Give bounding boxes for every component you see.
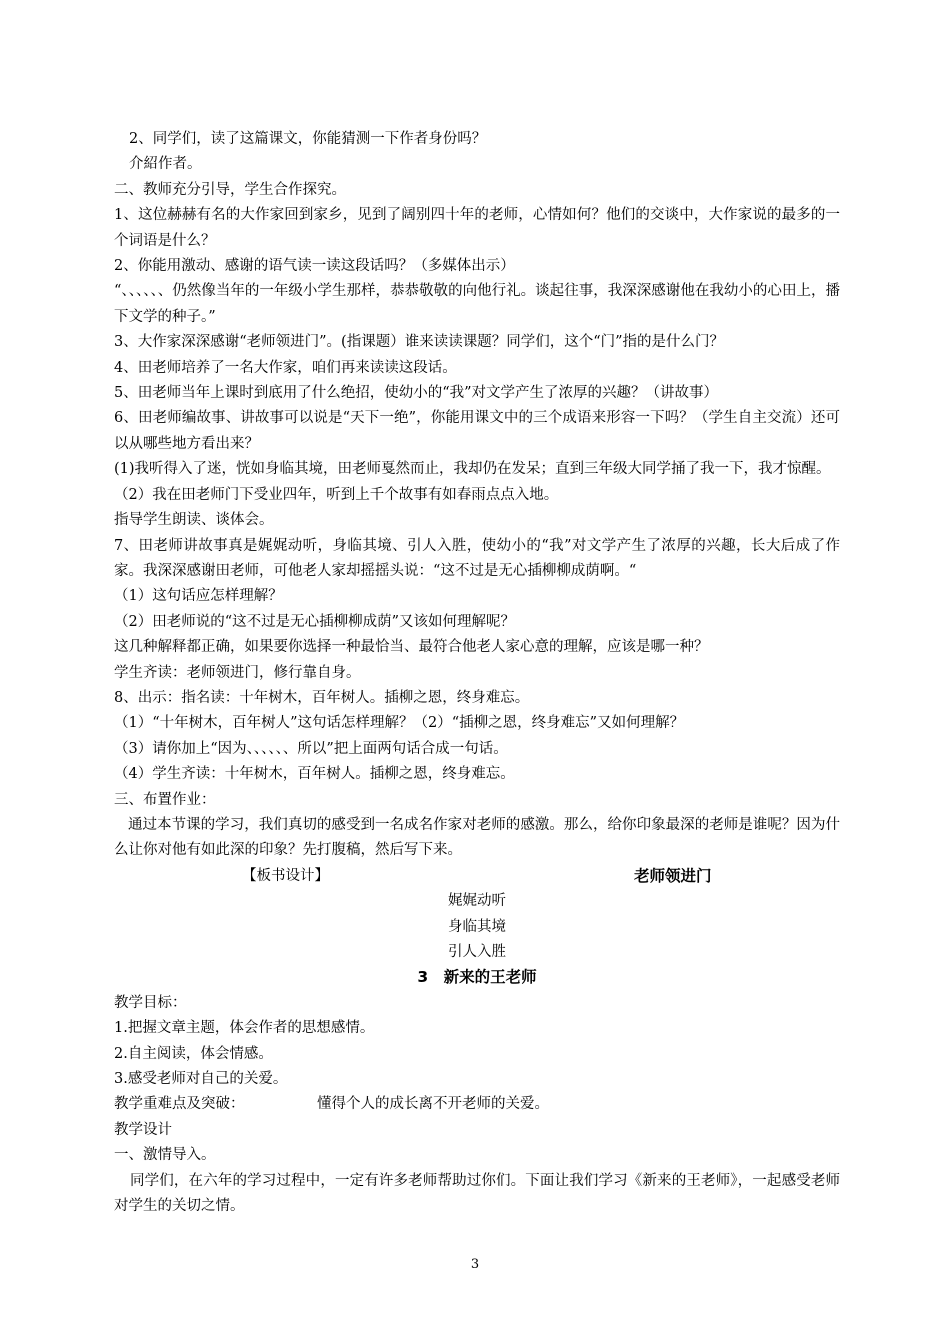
paragraph: 学生齐读：老师领进门，修行靠自身。 [114,664,361,681]
board-design-label: 【板书设计】 [242,867,329,884]
goal-item: 2.自主阅读，体会情感。 [114,1045,273,1062]
paragraph: 5、田老师当年上课时到底用了什么绝招，使幼小的“我”对文学产生了浓厚的兴趣？（讲故事） [114,385,719,402]
goal-item: 1.把握文章主题，体会作者的思想感情。 [114,1020,375,1037]
paragraph: 7、田老师讲故事真是娓娓动听，身临其境、引人入胜，使幼小的“我”对文学产生了浓厚的兴趣，长大后成了作家。我深深感谢田老师，可他老人家却摇摇头说：“这不过是无心插柳柳成荫啊。“ [114,537,840,579]
board-design-title: 老师领进门 [634,866,712,885]
goals-label: 教学目标： [114,994,187,1011]
paragraph: （2）田老师说的“这不过是无心插柳柳成荫”又该如何理解呢？ [114,613,516,630]
section-heading: 二、教师充分引导，学生合作探究。 [114,181,346,198]
difficulty-label: 教学重难点及突破： [114,1096,245,1113]
lesson-title: 3 新来的王老师 [417,968,537,987]
difficulty-text: 懂得个人的成长离不开老师的关爱。 [317,1096,549,1113]
paragraph: 这几种解释都正确，如果要你选择一种最恰当、最符合他老人家心意的理解，应该是哪一种？ [114,639,709,656]
page-body [114,127,840,1219]
paragraph: 介紹作者。 [129,156,202,173]
paragraph: 2、同学们，读了这篇课文，你能猜测一下作者身份吗？ [129,131,487,147]
section-heading: 三、布置作业： [114,791,216,808]
paragraph: 4、田老师培养了一名大作家，咱们再来读读这段话。 [114,359,457,376]
paragraph: 1、这位赫赫有名的大作家回到家乡，见到了阔别四十年的老师，心情如何？他们的交谈中，大作家说的最多的一个词语是什么？ [114,207,840,249]
paragraph: 8、出示：指名读：十年树木，百年树人。插柳之恩，终身难忘。 [114,689,530,706]
quote-paragraph: “、、、、、、仍然像当年的一年级小学生那样，恭恭敬敬的向他行礼。谈起往事，我深深感谢他在我幼小的心田上，播下文学的种子。” [114,283,840,325]
paragraph: （3）请你加上“因为、、、、、、所以”把上面两句话合成一句话。 [114,740,508,757]
paragraph: （4）学生齐读：十年树木，百年树人。插柳之恩，终身难忘。 [114,766,515,783]
board-line: 身临其境 [448,918,506,935]
difficulty-row [114,1092,840,1117]
paragraph: （1）这句话应怎样理解？ [114,588,283,605]
board-line: 引人入胜 [448,943,506,960]
paragraph: （2）我在田老师门下受业四年，听到上千个故事有如春雨点点入地。 [114,486,559,503]
paragraph: 通过本节课的学习，我们真切的感受到一名成名作家对老师的感激。那么，给你印象最深的老师是谁呢？因为什么让你对他有如此深的印象？先打腹稿，然后写下来。 [114,816,840,859]
section-heading: 一、激情导入。 [114,1147,216,1164]
board-design-header [114,864,840,889]
design-label: 教学设计 [114,1121,172,1138]
paragraph: 2、你能用激动、感谢的语气读一读这段话吗？（多媒体出示） [114,258,515,275]
paragraph: 同学们，在六年的学习过程中，一定有许多老师帮助过你们。下面让我们学习《新来的王老师》，一起感受老师对学生的关切之情。 [114,1172,840,1215]
page-number: 3 [470,1257,480,1272]
paragraph: 6、田老师编故事、讲故事可以说是“天下一绝”，你能用课文中的三个成语来形容一下吗？（学生自主交流）还可以从哪些地方看出来？ [114,410,840,452]
paragraph: 3、大作家深深感谢“老师领进门”。(指课题）谁来读读课题？同学们，这个“门”指的是什么门？ [114,334,725,351]
paragraph: （1）“十年树木，百年树人”这句话怎样理解？（2）“插柳之恩，终身难忘”又如何理解？ [114,715,685,732]
paragraph: (1)我听得入了迷，恍如身临其境，田老师戛然而止，我却仍在发呆；直到三年级大同学捅了我一下，我才惊醒。 [114,461,831,478]
goal-item: 3.感受老师对自己的关爱。 [114,1071,288,1088]
board-line: 娓娓动听 [448,893,506,910]
paragraph: 指导学生朗读、谈体会。 [114,512,274,529]
